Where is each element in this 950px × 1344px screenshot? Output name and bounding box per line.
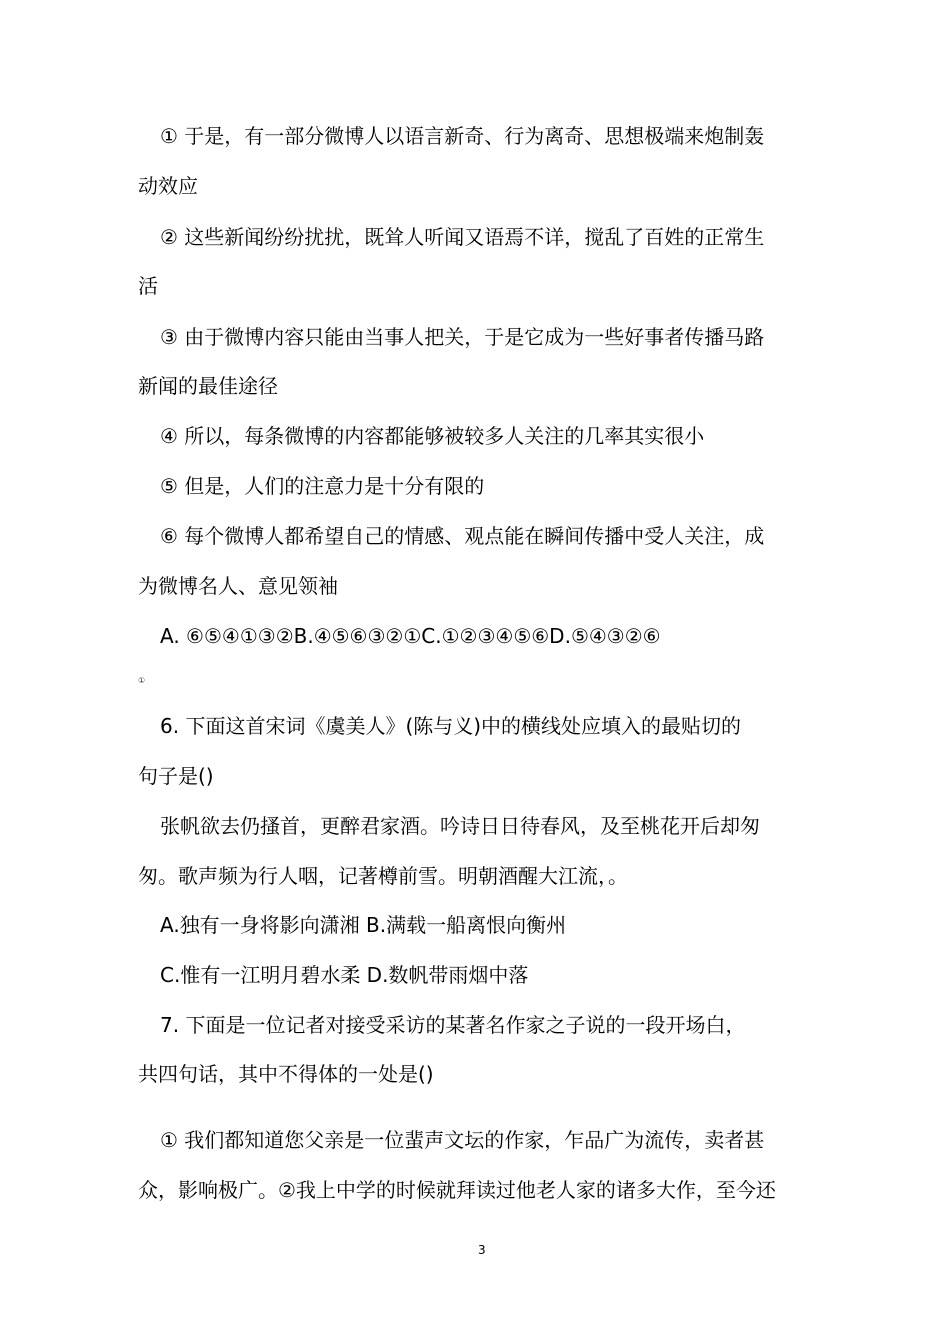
text-line: 句子是() <box>138 764 214 788</box>
question-7-line: 7. 下面是一位记者对接受采访的某著名作家之子说的一段开场白， <box>160 1013 746 1037</box>
text-line: 众，影响极广。②我上中学的时候就拜读过他老人家的诸多大作，至今还 <box>138 1178 776 1202</box>
option-line: A.独有一身将影向潇湘 B.满载一船离恨向衡州 <box>160 913 567 937</box>
text-line: ① 我们都知道您父亲是一位蜚声文坛的作家，乍品广为流传，卖者甚 <box>160 1128 765 1152</box>
text-line: 为微博名人、意见领袖 <box>138 574 338 598</box>
poem-line: 匆。歌声频为行人咽，记著樽前雪。明朝酒醒大江流，。 <box>138 864 628 888</box>
text-line: ① 于是，有一部分微博人以语言新奇、行为离奇、思想极端来炮制轰 <box>160 124 765 148</box>
text-line: ⑤ 但是，人们的注意力是十分有限的 <box>160 474 485 498</box>
answer-options-line: A. ⑥⑤④①③②B.④⑤⑥③②①C.①②③④⑤⑥D.⑤④③②⑥ <box>160 624 661 648</box>
text-line: ② 这些新闻纷纷扰扰，既耸人听闻又语焉不详，搅乱了百姓的正常生 <box>160 225 765 249</box>
small-mark: ① <box>138 676 146 685</box>
text-line: 活 <box>138 274 158 298</box>
text-line: 动效应 <box>138 174 198 198</box>
text-line: ⑥ 每个微博人都希望自己的情感、观点能在瞬间传播中受人关注，成 <box>160 524 765 548</box>
text-line: 新闻的最佳途径 <box>138 374 278 398</box>
text-line: 共四句话，其中不得体的一处是() <box>138 1062 434 1086</box>
option-line: C.惟有一江明月碧水柔 D.数帆带雨烟中落 <box>160 963 529 987</box>
poem-line: 张帆欲去仍搔首，更醉君家酒。吟诗日日待春风，及至桃花开后却匆 <box>160 814 760 838</box>
text-line: ③ 由于微博内容只能由当事人把关，于是它成为一些好事者传播马路 <box>160 325 765 349</box>
page-number: 3 <box>478 1243 486 1257</box>
question-6-line: 6. 下面这首宋词《虞美人》(陈与义)中的横线处应填入的最贴切的 <box>160 714 742 738</box>
text-line: ④ 所以，每条微博的内容都能够被较多人关注的几率其实很小 <box>160 424 705 448</box>
